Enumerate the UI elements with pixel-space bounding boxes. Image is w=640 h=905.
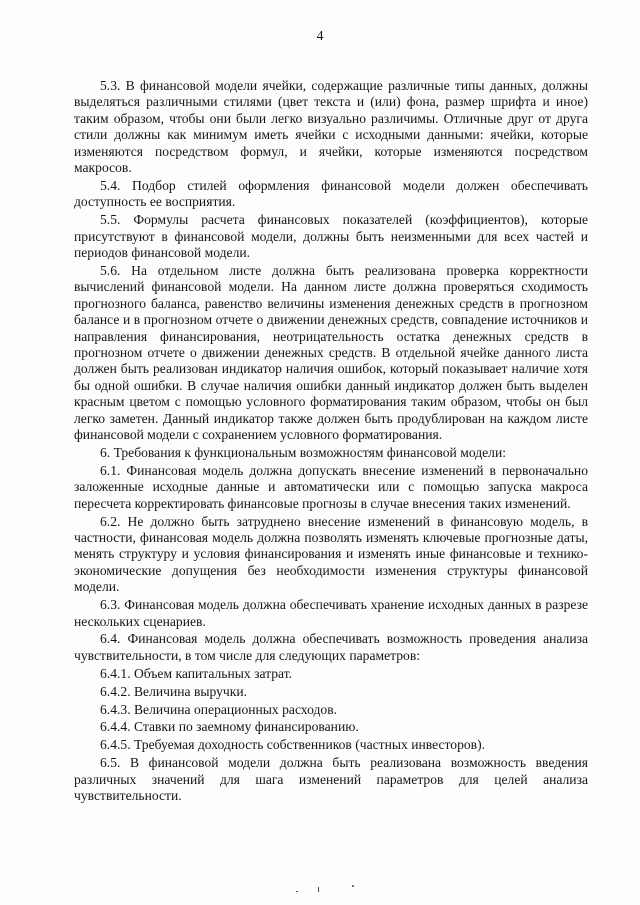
paragraph-6-5: 6.5. В финансовой модели должна быть реализована возможность введения различных значений для шага изменений параметров для целей анализа чувствительности. bbox=[74, 755, 588, 804]
paragraph-6-3: 6.3. Финансовая модель должна обеспечивать хранение исходных данных в разрезе нескольких сценариев. bbox=[74, 597, 588, 629]
paragraph-5-4: 5.4. Подбор стилей оформления финансовой модели должен обеспечивать доступность ее восприятия. bbox=[74, 177, 588, 210]
paragraph-6-1: 6.1. Финансовая модель должна допускать внесение изменений в первоначально заложенные исходные данные и автоматически или с помощью запуска макроса пересчета корректировать финансовые прогнозы в случае внесения таких изменений. bbox=[74, 462, 588, 511]
list-item-6-4-5: 6.4.5. Требуемая доходность собственников (частных инвесторов). bbox=[100, 737, 486, 753]
scan-speck bbox=[296, 891, 298, 892]
scan-speck bbox=[318, 887, 319, 892]
list-item-6-4-3: 6.4.3. Величина операционных расходов. bbox=[100, 701, 338, 717]
list-item-6-4-4: 6.4.4. Ставки по заемному финансированию. bbox=[100, 719, 359, 735]
paragraph-6-4: 6.4. Финансовая модель должна обеспечивать возможность проведения анализа чувствительности, в том числе для следующих параметров: bbox=[74, 631, 588, 663]
paragraph-6-2: 6.2. Не должно быть затруднено внесение изменений в финансовую модель, в частности, финансовая модель должна позволять изменять ключевые прогнозные даты, менять структуру и условия финансирования и изменять иные финансовые и технико-экономические допущения без необходимости изменения структуры финансовой модели. bbox=[74, 513, 588, 595]
paragraph-5-5: 5.5. Формулы расчета финансовых показателей (коэффициентов), которые присутствуют в финансовой модели, должны быть неизменными для всех частей и периодов финансовой модели. bbox=[74, 212, 588, 261]
scan-speck bbox=[352, 885, 354, 887]
scan-artifacts bbox=[0, 885, 640, 899]
document-body bbox=[74, 78, 588, 806]
list-item-6-4-2: 6.4.2. Величина выручки. bbox=[100, 683, 248, 699]
paragraph-5-6: 5.6. На отдельном листе должна быть реализована проверка корректности вычислений финансовой модели. На данном листе должна проверяться сходимость прогнозного баланса, равенство величины изменения денежных средств в прогнозном балансе и в прогнозном отчете о движении денежных средств, совпадение источников и направления финансирования, неотрицательность остатка денежных средств в прогнозном отчете о движении денежных средств. В отдельной ячейке данного листа должен быть реализован индикатор наличия ошибок, который показывает наличие хотя бы одной ошибки. В случае наличия ошибки данный индикатор должен быть выделен красным цветом с помощью условного форматирования таким образом, чтобы он был легко заметен. Данный индикатор также должен быть продублирован на каждом листе финансовой модели с сохранением условного форматирования. bbox=[74, 262, 588, 443]
paragraph-5-3: 5.3. В финансовой модели ячейки, содержащие различные типы данных, должны выделяться различными стилями (цвет текста и (или) фона, размер шрифта и иное) таким образом, чтобы они были легко визуально различимы. Отличные друг от друга стили должны как минимум иметь ячейки с исходными данными: ячейки, которые изменяются посредством формул, и ячейки, которые изменяются посредством макросов. bbox=[74, 78, 588, 176]
list-item-6-4-1: 6.4.1. Объем капитальных затрат. bbox=[100, 665, 293, 681]
page-number: 4 bbox=[316, 29, 324, 44]
section-6-heading: 6. Требования к функциональным возможностям финансовой модели: bbox=[100, 444, 507, 460]
